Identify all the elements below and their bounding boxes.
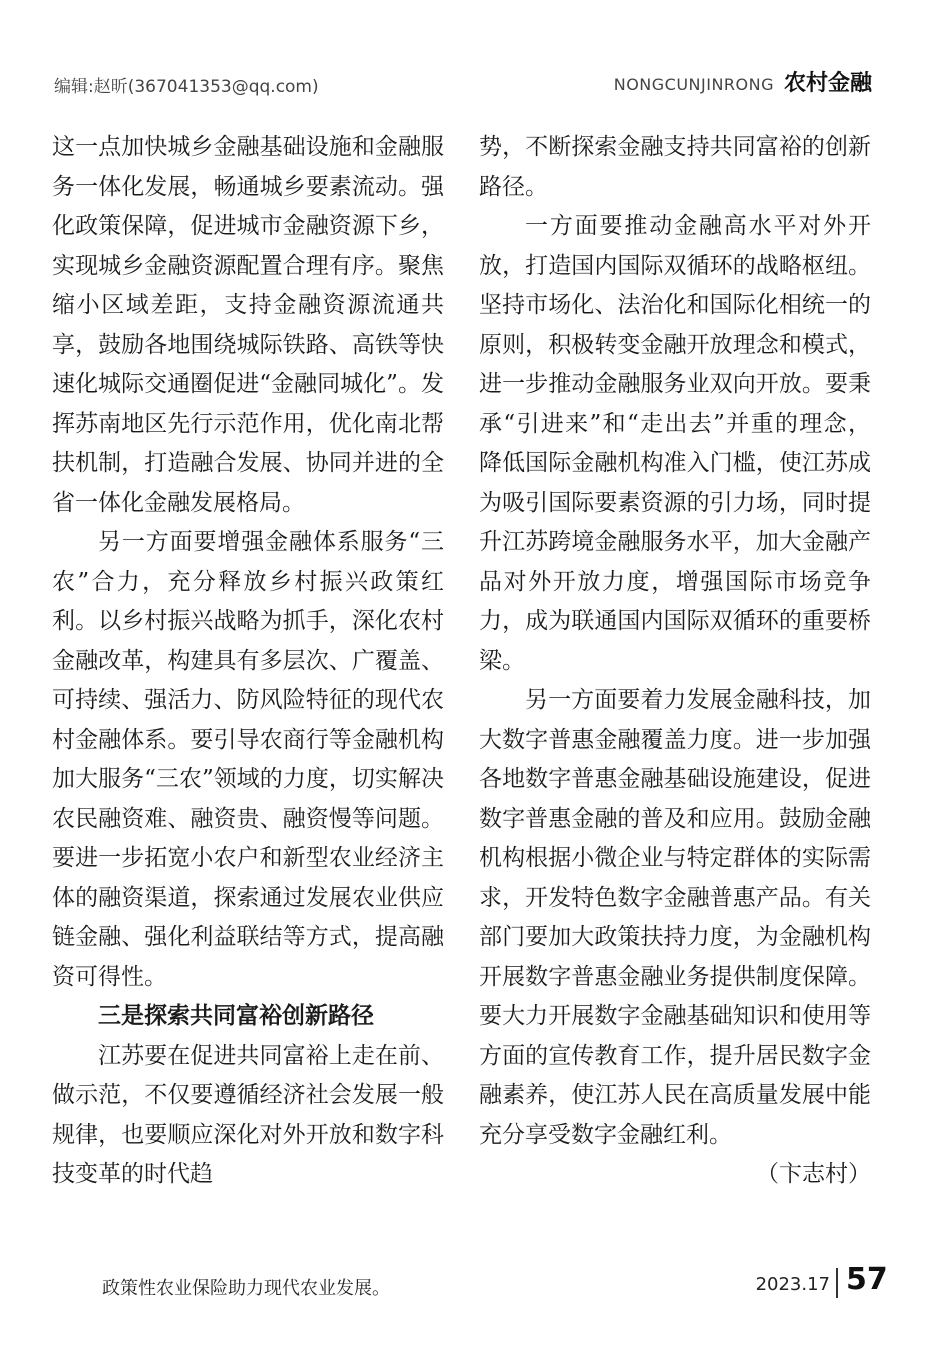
- paragraph: 一方面要推动金融高水平对外开放，打造国内国际双循环的战略枢纽。坚持市场化、法治化和国际化相统一的原则，积极转变金融开放理念和模式，进一步推动金融服务业双向开放。要秉承“引进来”和“走出去”并重的理念，降低国际金融机构准入门槛，使江苏成为吸引国际要素资源的引力场，同时提升江苏跨境金融服务水平，加大金融产品对外开放力度，增强国际市场竞争力，成为联通国内国际双循环的重要桥梁。: [479, 213, 871, 674]
- author-signature: （卞志村）: [756, 1161, 871, 1187]
- section-heading: 三是探索共同富裕创新路径: [98, 1003, 374, 1029]
- section-header: [614, 66, 872, 97]
- issue-number: 2023.17: [755, 1274, 830, 1295]
- paragraph: 势，不断探索金融支持共同富裕的创新路径。: [479, 134, 871, 200]
- section-name-cn: 农村金融: [783, 70, 872, 96]
- right-column: [479, 128, 871, 1195]
- paragraph: 这一点加快城乡金融基础设施和金融服务一体化发展，畅通城乡要素流动。强化政策保障，促进城市金融资源下乡，实现城乡金融资源配置合理有序。聚焦缩小区域差距，支持金融资源流通共享，鼓励各地围绕城际铁路、高铁等快速化城际交通圈促进“金融同城化”。发挥苏南地区先行示范作用，优化南北帮扶机制，打造融合发展、协同并进的全省一体化金融发展格局。: [52, 134, 444, 516]
- editor-credit: 编辑:赵昕(367041353@qq.com): [54, 77, 319, 97]
- left-column: [52, 128, 444, 1195]
- footer-divider: [836, 1268, 838, 1298]
- photo-caption: 政策性农业保险助力现代农业发展。: [102, 1278, 390, 1299]
- paragraph-text: 另一方面要着力发展金融科技，加大数字普惠金融覆盖力度。进一步加强各地数字普惠金融基础设施建设，促进数字普惠金融的普及和应用。鼓励金融机构根据小微企业与特定群体的实际需求，开发特色数字金融普惠产品。有关部门要加大政策扶持力度，为金融机构开展数字普惠金融业务提供制度保障。要大力开展数字金融基础知识和使用等方面的宣传教育工作，提升居民数字金融素养，使江苏人民在高质量发展中能充分享受数字金融红利。: [479, 687, 871, 1148]
- paragraph: 江苏要在促进共同富裕上走在前、做示范，不仅要遵循经济社会发展一般规律，也要顺应深化对外开放和数字科技变革的时代趋: [52, 1042, 444, 1187]
- paragraph-final: [479, 681, 871, 1187]
- paragraph: 另一方面要增强金融体系服务“三农”合力，充分释放乡村振兴政策红利。以乡村振兴战略为抓手，深化农村金融改革，构建具有多层次、广覆盖、可持续、强活力、防风险特征的现代农村金融体系。要引导农商行等金融机构加大服务“三农”领域的力度，切实解决农民融资难、融资贵、融资慢等问题。要进一步拓宽小农户和新型农业经济主体的融资渠道，探索通过发展农业供应链金融、强化利益联结等方式，提高融资可得性。: [52, 529, 444, 990]
- page-number: 57: [846, 1262, 888, 1297]
- section-name-latin: NONGCUNJINRONG: [613, 75, 774, 94]
